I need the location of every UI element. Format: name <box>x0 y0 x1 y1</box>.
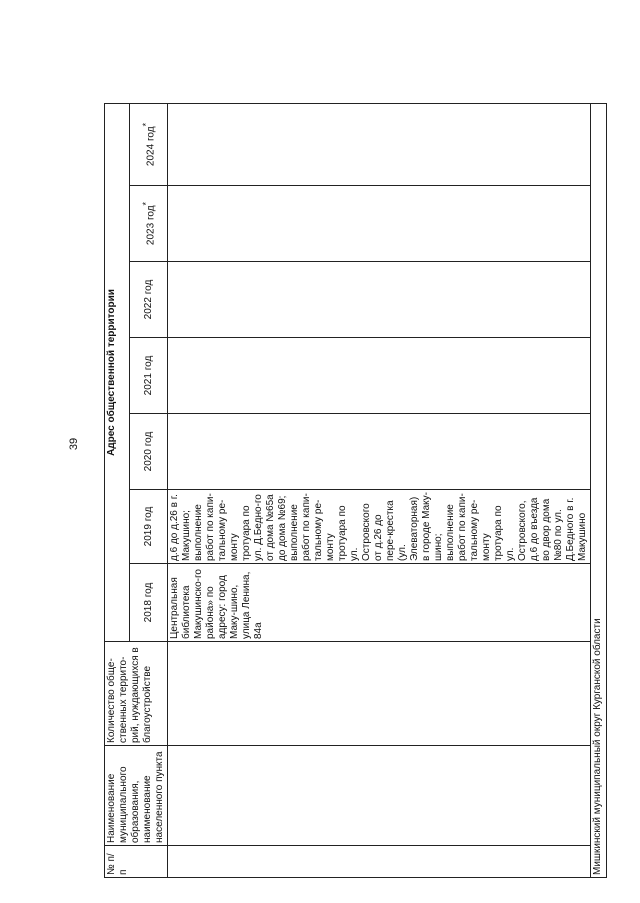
header-year-2020: 2020 год <box>130 414 168 490</box>
territory-table <box>104 103 607 878</box>
header-year-2018: 2018 год <box>130 564 168 642</box>
header-year-2023: 2023 год* <box>130 186 168 262</box>
cell-2020 <box>168 414 591 490</box>
cell-2022 <box>168 262 591 338</box>
footnote-star: * <box>140 122 151 127</box>
header-year-2024: 2024 год* <box>130 103 168 185</box>
header-municipality: Наименование муниципального образования, наименование населенного пункта <box>105 746 168 846</box>
cell-municipality <box>168 746 591 846</box>
rotated-table-region <box>104 0 603 878</box>
cell-num <box>168 846 591 878</box>
cell-count <box>168 642 591 746</box>
header-address-group: Адрес общественной территории <box>105 103 130 641</box>
cell-2018: Центральная библиотека Макушинско-го района» по адресу: город Маку-шино, улица Ленина, 84а <box>168 564 591 642</box>
header-year-2021: 2021 год <box>130 338 168 414</box>
cell-2023 <box>168 186 591 262</box>
cell-2021 <box>168 338 591 414</box>
page-number: 39 <box>68 437 80 451</box>
header-num: № п/п <box>105 846 168 878</box>
cell-2019: д.6 до д.26 в г. Макушино; выполнение работ по капи-тальному ре-монту тротуара по ул. Д.Бедно-го от дома №65а до дома №69; выполнение работ по капи-тальному ре-монту тротуара по ул. Островского от д.26 до пере-крестка (ул. Элеваторная) в городе Маку-шино; выполнение работ по капи-тальному ре-монту тротуара по ул. Островского, д.6 до въезда во двор дома №80 по ул. Д.Бедного в г. Макушино <box>168 490 591 564</box>
header-year-2022: 2022 год <box>130 262 168 338</box>
header-year-2019: 2019 год <box>130 490 168 564</box>
header-count: Количество обще-ственных террито-рий, нуждающихся в благоустройстве <box>105 642 168 746</box>
cell-2024 <box>168 103 591 185</box>
table-row <box>168 103 591 877</box>
footnote-star: * <box>140 201 151 206</box>
footer-row: Мишкинский муниципальный округ Курганской области <box>591 103 607 877</box>
